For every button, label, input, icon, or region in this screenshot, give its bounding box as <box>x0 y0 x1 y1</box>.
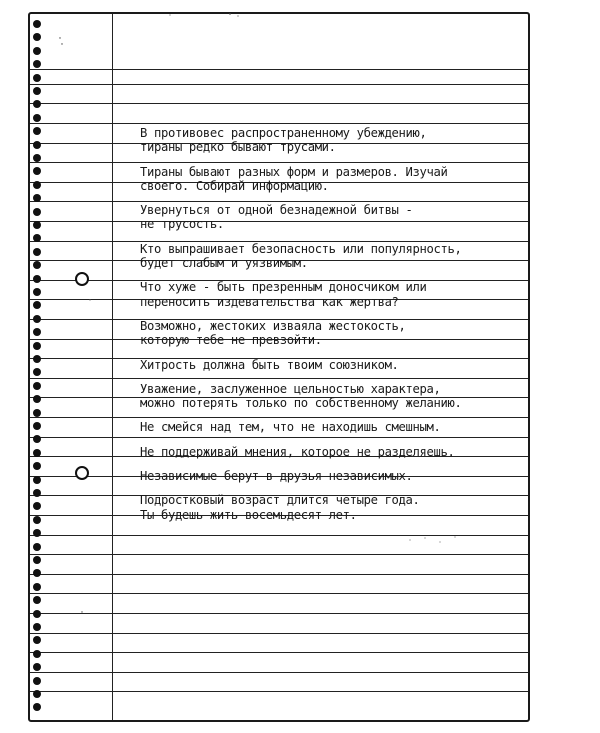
text-line: Тираны бывают разных форм и размеров. Изучай <box>140 164 448 179</box>
ruled-line <box>30 633 528 634</box>
binding-hole <box>33 221 41 229</box>
text-line: Уважение, заслуженное цельностью характера, <box>140 381 441 396</box>
ruled-line <box>30 123 528 124</box>
binding-hole <box>33 208 41 216</box>
text-line: переносить издевательства как жертва? <box>140 294 399 309</box>
binding-hole <box>33 194 41 202</box>
binding-hole <box>33 275 41 283</box>
binding-hole <box>33 395 41 403</box>
text-line: Хитрость должна быть твоим союзником. <box>140 357 399 372</box>
binding-hole <box>33 516 41 524</box>
text-line: Увернуться от одной безнадежной битвы - <box>140 203 413 218</box>
binding-hole <box>33 583 41 591</box>
binding-hole <box>33 74 41 82</box>
binding-hole <box>33 234 41 242</box>
text-line: Независимые берут в друзья независимых. <box>140 469 413 484</box>
paragraph-5 <box>140 280 520 309</box>
binding-hole <box>33 529 41 537</box>
binding-hole <box>33 181 41 189</box>
ruled-line <box>30 652 528 653</box>
punch-ring <box>75 272 89 286</box>
paragraph-9 <box>140 420 520 434</box>
binding-hole <box>33 342 41 350</box>
binding-hole <box>33 502 41 510</box>
text-line: не трусость. <box>140 217 224 232</box>
paragraph-12 <box>140 493 520 522</box>
binding-hole <box>33 127 41 135</box>
ruled-line <box>30 84 528 85</box>
binding-hole <box>33 328 41 336</box>
binding-hole <box>33 355 41 363</box>
binding-hole <box>33 489 41 497</box>
binding-hole <box>33 261 41 269</box>
ruled-line <box>30 672 528 673</box>
binding-hole <box>33 20 41 28</box>
paragraph-10 <box>140 445 520 459</box>
text-line: которую тебе не превзойти. <box>140 333 322 348</box>
binding-hole <box>33 703 41 711</box>
binding-hole <box>33 141 41 149</box>
binding-hole <box>33 301 41 309</box>
ruled-line <box>30 593 528 594</box>
binding-hole <box>33 636 41 644</box>
binding-hole <box>33 248 41 256</box>
text-line: будет слабым и уязвимым. <box>140 256 308 271</box>
binding-hole <box>33 663 41 671</box>
text-line: Кто выпрашивает безопасность или популярность, <box>140 241 462 256</box>
binding-hole <box>33 543 41 551</box>
binding-hole <box>33 87 41 95</box>
binding-hole <box>33 60 41 68</box>
binding-hole <box>33 100 41 108</box>
ruled-line <box>30 574 528 575</box>
text-line: Что хуже - быть презренным доносчиком или <box>140 280 427 295</box>
binding-hole <box>33 368 41 376</box>
text-line: Не поддерживай мнения, которое не разделяешь. <box>140 444 455 459</box>
paragraph-3 <box>140 203 520 232</box>
text-line: можно потерять только по собственному желанию. <box>140 396 462 411</box>
binding-hole <box>33 569 41 577</box>
paragraph-1 <box>140 126 520 155</box>
binding-hole <box>33 288 41 296</box>
binding-hole <box>33 449 41 457</box>
paragraph-6 <box>140 319 520 348</box>
binding-hole <box>33 596 41 604</box>
ruled-line <box>30 554 528 555</box>
text-line: Подростковый возраст длится четыре года. <box>140 493 420 508</box>
paragraph-7 <box>140 358 520 372</box>
binding-hole <box>33 154 41 162</box>
text-line: В противовес распространенному убеждению, <box>140 126 427 140</box>
binding-hole <box>33 610 41 618</box>
text-line: Не смейся над тем, что не находишь смешным. <box>140 420 441 435</box>
binding-hole <box>33 690 41 698</box>
spiral-binding <box>0 0 40 733</box>
ruled-line <box>30 535 528 536</box>
paragraph-2 <box>140 165 520 194</box>
binding-hole <box>33 33 41 41</box>
binding-hole <box>33 476 41 484</box>
typed-text <box>140 126 520 522</box>
margin-line <box>112 14 113 720</box>
binding-hole <box>33 167 41 175</box>
paragraph-8 <box>140 382 520 411</box>
ruled-line <box>30 69 528 70</box>
ruled-line <box>30 103 528 104</box>
binding-hole <box>33 650 41 658</box>
ruled-line <box>30 691 528 692</box>
binding-hole <box>33 677 41 685</box>
binding-hole <box>33 315 41 323</box>
paragraph-4 <box>140 242 520 271</box>
binding-hole <box>33 556 41 564</box>
binding-hole <box>33 435 41 443</box>
text-line: Ты будешь жить восемьдесят лет. <box>140 507 357 522</box>
binding-hole <box>33 382 41 390</box>
punch-ring <box>75 466 89 480</box>
binding-hole <box>33 114 41 122</box>
paragraph-11 <box>140 469 520 483</box>
text-line: Возможно, жестоких изваяла жестокость, <box>140 318 406 333</box>
text-line: своего. Собирай информацию. <box>140 178 329 193</box>
binding-hole <box>33 462 41 470</box>
binding-hole <box>33 623 41 631</box>
text-line: тираны редко бывают трусами. <box>140 140 336 155</box>
ruled-line <box>30 613 528 614</box>
binding-hole <box>33 47 41 55</box>
binding-hole <box>33 422 41 430</box>
binding-hole <box>33 409 41 417</box>
